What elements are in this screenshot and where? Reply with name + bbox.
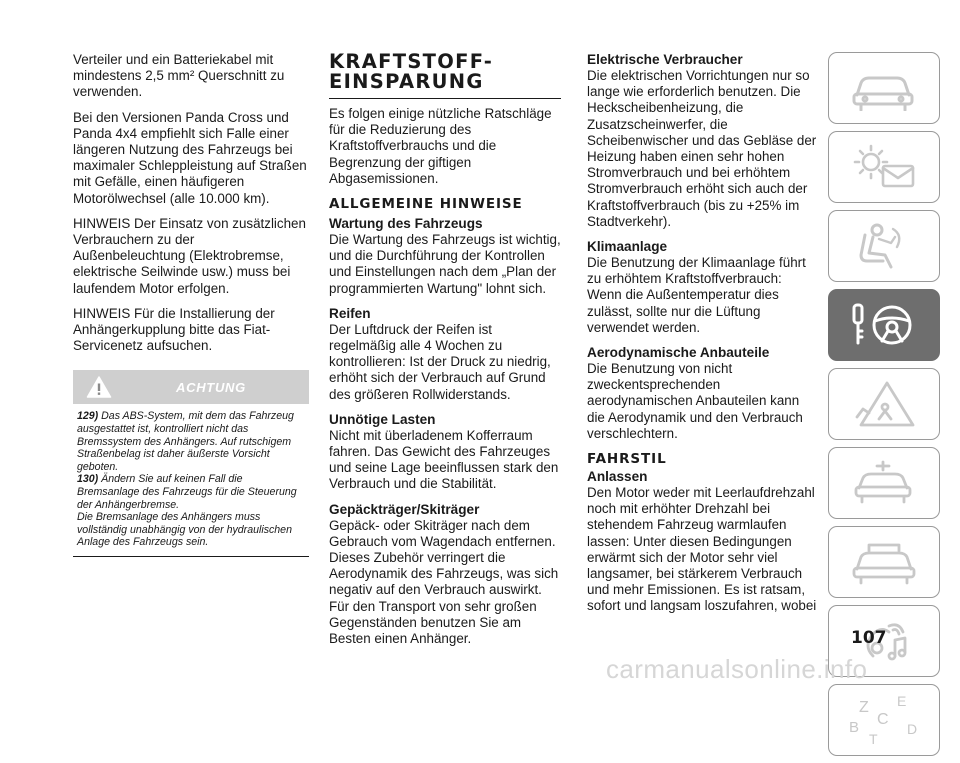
title-maintenance: Wartung des Fahrzeugs <box>329 216 483 232</box>
warning-box <box>73 404 309 557</box>
warning-item-129 <box>77 410 305 473</box>
service-maintenance-icon <box>849 458 919 508</box>
subheading-driving-style: FAHRSTIL <box>587 451 667 468</box>
paragraph-aero: Die Benutzung von nicht zweckentsprechenden aerodynamischen Anbauteilen kann die Aerodynamik und den Verbrauch verschlechtern. <box>587 361 803 441</box>
index-letter: E <box>897 693 907 709</box>
index-letter: D <box>907 721 918 737</box>
warning-light-envelope-icon <box>849 142 919 192</box>
technical-data-icon <box>849 537 919 587</box>
paragraph-climate: Die Benutzung der Klimaanlage führt zu erhöhtem Kraftstoffverbrauch: Wenn die Außentemperatur dies zulässt, sollte nur die Lüftung verwendet werden. <box>587 255 806 335</box>
warning-text: Ändern Sie auf keinen Fall die Bremsanlage des Fahrzeugs für die Steuerung der Anhängerbremse. <box>77 473 297 511</box>
title-starting: Anlassen <box>587 469 648 485</box>
paragraph-intro: Es folgen einige nützliche Ratschläge für die Reduzierung des Kraftstoffverbrauchs und die Begrenzung der giftigen Abgasemissionen. <box>329 106 552 186</box>
heading-divider <box>329 98 561 99</box>
index-letter: Z <box>859 699 869 716</box>
paragraph-starting: Den Motor weder mit Leerlaufdrehzahl noch mit erhöhter Drehzahl bei stehendem Fahrzeug warmlaufen lassen: Unter diesen Bedingungen erwärmt sich der Motor sehr viel langsamer, bei stärkerem Verbrauch und mehr Emissionen. Es ist ratsam, sofort und langsam loszufahren, wobei <box>587 485 817 614</box>
title-climate: Klimaanlage <box>587 239 668 255</box>
paragraph-note-towbar: HINWEIS Für die Installierung der Anhängerkupplung bitte das Fiat-Servicenetz aufsuchen. <box>73 305 275 354</box>
paragraph-panda-versions: Bei den Versionen Panda Cross und Panda 4x4 empfiehlt sich Falle einer längeren Nutzung des Fahrzeugs bei maximaler Schleppleistung auf Straßen mit Gefälle, einen häufigeren Motorölwechsel (alle 10.000 km). <box>73 109 307 206</box>
middle-column <box>329 52 561 656</box>
warning-text: Das ABS-System, mit dem das Fahrzeug ausgestattet ist, kontrolliert nicht das Bremssystem des Anhängers. Auf rutschigem Straßenbelag ist daher äußerste Vorsicht geboten. <box>77 410 294 473</box>
left-column <box>73 52 309 557</box>
paragraph-tyres: Der Luftdruck der Reifen ist regelmäßig alle 4 Wochen zu kontrollieren: Ist der Druck zu niedrig, erhöht sich der Verbrauch auf Grund des größeren Rollwiderstands. <box>329 321 551 402</box>
tab-emergency[interactable] <box>828 368 940 440</box>
paragraph-electrical: Die elektrischen Vorrichtungen nur so lange wie erforderlich benutzen. Die Heckscheibenheizung, die Zusatzscheinwerfer, die Scheibenwischer und das Gebläse der Heizung haben einen sehr hohen Stromverbrauch und bei erhöhtem Stromverbrauch erhöht sich auch der Kraftstoffverbrauch (bis zu +25% im Stadtverkehr). <box>587 68 817 229</box>
title-electrical: Elektrische Verbraucher <box>587 52 743 67</box>
paragraph-note-consumers: HINWEIS Der Einsatz von zusätzlichen Verbrauchern zu der Außenbeleuchtung (Elektrobremse, elektrische Seilwinde usw.) muss bei laufendem Motor erfolgen. <box>73 215 306 296</box>
index-letter: B <box>849 719 860 736</box>
tab-starting-driving[interactable] <box>828 289 940 361</box>
breakdown-triangle-icon <box>849 379 919 429</box>
subheading-general: ALLGEMEINE HINWEISE <box>329 196 523 213</box>
title-tyres: Reifen <box>329 305 371 321</box>
paragraph-maintenance: Die Wartung des Fahrzeugs ist wichtig, und die Durchführung der Kontrollen und Einstellungen nach dem „Plan der programmierten Wartung" lohnt sich. <box>329 232 561 296</box>
paragraph-loads: Nicht mit überladenem Kofferraum fahren. Das Gewicht des Fahrzeuges und seine Lage beeinflussen stark den Verbrauch und die Stabilität. <box>329 427 559 492</box>
title-aero: Aerodynamische Anbauteile <box>587 345 770 361</box>
tab-maintenance[interactable] <box>828 447 940 519</box>
warning-text-continued: Die Bremsanlage des Anhängers muss vollständig unabhängig von der hydraulischen Anlage des Fahrzeugs sein. <box>77 511 292 549</box>
warning-number: 129) <box>77 410 99 423</box>
title-roof-rack: Gepäckträger/Skiträger <box>329 501 480 517</box>
tab-technical-data[interactable] <box>828 526 940 598</box>
warning-banner <box>73 370 309 404</box>
alphabetical-index-icon <box>839 692 929 748</box>
tab-warning-lights[interactable] <box>828 131 940 203</box>
title-loads: Unnötige Lasten <box>329 411 436 427</box>
section-heading-fuel-saving: KRAFTSTOFF-EINSPARUNG <box>329 50 494 93</box>
tab-index[interactable] <box>828 684 940 756</box>
tab-safety[interactable] <box>828 210 940 282</box>
watermark: carmanualsonline.info <box>606 654 868 684</box>
warning-number: 130) <box>77 473 99 486</box>
page-number: 107 <box>851 628 887 648</box>
right-column <box>587 52 817 624</box>
index-letter: C <box>877 711 889 728</box>
paragraph-roof-rack: Gepäck- oder Skiträger nach dem Gebrauch vom Wagendach entfernen. Dieses Zubehör verringert die Aerodynamik des Fahrzeugs, was sich negativ auf den Verbrauch auswirkt. Für den Transport von sehr großen Gegenständen benutzen Sie am Besten einen Anhänger. <box>329 517 559 647</box>
index-letter: T <box>869 731 878 747</box>
key-steering-wheel-icon <box>844 297 924 353</box>
car-dashboard-icon <box>849 65 919 111</box>
tab-dashboard[interactable] <box>828 52 940 124</box>
paragraph-battery-cable: Verteiler und ein Batteriekabel mit mindestens 2,5 mm² Querschnitt zu verwenden. <box>73 52 285 100</box>
warning-item-130 <box>77 473 305 511</box>
warning-title: ACHTUNG <box>176 380 246 396</box>
seat-airbag-icon <box>849 221 919 271</box>
